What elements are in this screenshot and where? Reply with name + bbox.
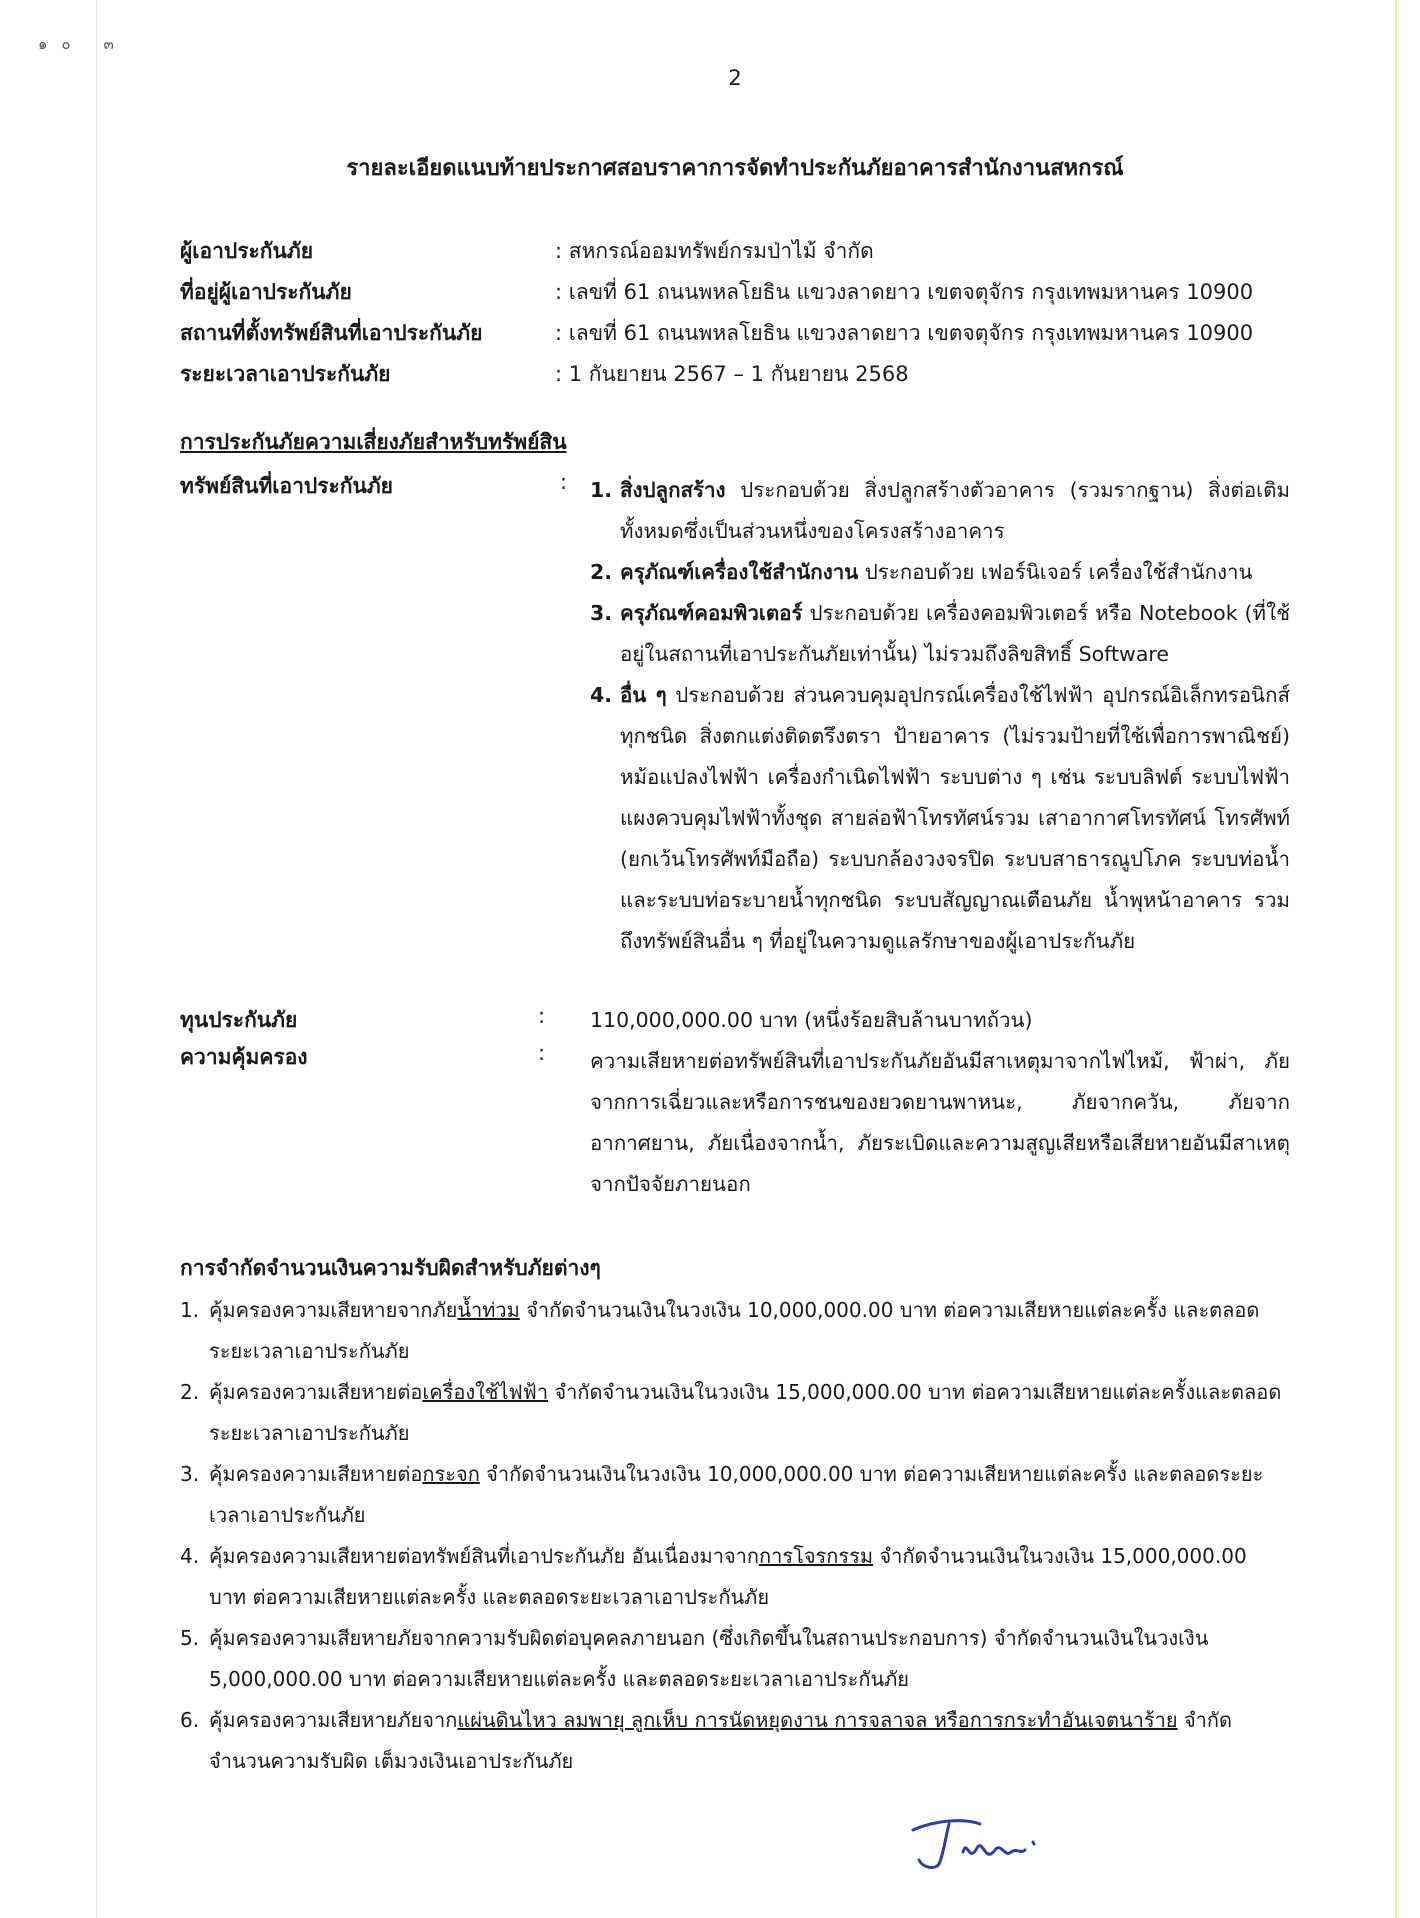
asset-title: ครุภัณฑ์คอมพิวเตอร์: [620, 601, 803, 625]
coverage-text: ความเสียหายต่อทรัพย์สินที่เอาประกันภัยอันมีสาเหตุมาจากไฟไหม้, ฟ้าผ่า, ภัยจากการเฉี่ยวและหรือการชนของยวดยานพาหนะ, ภัยจากควัน, ภัยจากอากาศยาน, ภัยเนื่องจากน้ำ, ภัยระเบิดและความสูญเสียหรือเสียหายอันมีสาเหตุจากปัจจัยภายนอก: [590, 1049, 1290, 1196]
asset-item: [590, 675, 1290, 962]
asset-item: [590, 470, 1290, 552]
assets-colon: :: [560, 470, 568, 494]
asset-number: 4.: [590, 683, 613, 707]
limit-text-tail: จำกัดจำนวนเงินในวงเงิน 10,000,000.00 บาท ต่อความเสียหายแต่ละครั้ง และตลอดระยะเวลาเอาประกันภัย: [209, 1462, 1264, 1527]
limit-text: คุ้มครองความเสียหายต่อทรัพย์สินที่เอาประกันภัย อันเนื่องมาจาก: [209, 1544, 760, 1568]
info-value: : 1 กันยายน 2567 – 1 กันยายน 2568: [555, 362, 909, 386]
info-value: : สหกรณ์ออมทรัพย์กรมป่าไม้ จำกัด: [555, 239, 874, 263]
asset-number: 2.: [590, 560, 613, 584]
info-label: ระยะเวลาเอาประกันภัย: [180, 362, 391, 386]
corner-marks: ๑๐ ๓: [38, 35, 128, 53]
limit-item: [180, 1618, 1290, 1700]
limit-text: คุ้มครองความเสียหายภัยจาก: [209, 1708, 458, 1732]
section-heading: การประกันภัยความเสี่ยงภัยสำหรับทรัพย์สิน: [180, 430, 567, 454]
limit-peril: น้ำท่วม: [457, 1298, 520, 1322]
limit-number: 3.: [180, 1462, 200, 1486]
limits-list: [180, 1290, 1290, 1782]
info-label: ที่อยู่ผู้เอาประกันภัย: [180, 280, 352, 304]
limit-item: [180, 1536, 1290, 1618]
limit-text-tail: จำกัดจำนวนเงินในวงเงิน 15,000,000.00 บาท ต่อความเสียหายแต่ละครั้ง และตลอดระยะเวลาเอาประกันภัย: [209, 1544, 1247, 1609]
sum-insured-colon: :: [538, 1004, 546, 1028]
asset-text: ประกอบด้วย สิ่งปลูกสร้างตัวอาคาร (รวมรากฐาน) สิ่งต่อเติมทั้งหมดซึ่งเป็นส่วนหนึ่งของโครงสร้างอาคาร: [620, 478, 1290, 543]
sum-insured-label: ทุนประกันภัย: [180, 1008, 298, 1032]
limit-peril: การโจรกรรม: [759, 1544, 874, 1568]
asset-text: ประกอบด้วย เฟอร์นิเจอร์ เครื่องใช้สำนักงาน: [858, 560, 1253, 584]
limit-text: คุ้มครองความเสียหายภัยจากความรับผิดต่อบุคคลภายนอก (ซึ่งเกิดขึ้นในสถานประกอบการ) จำกัดจำนวนเงินในวงเงิน 5,000,000.00 บาท ต่อความเสียหายแต่ละครั้ง และตลอดระยะเวลาเอาประกันภัย: [209, 1626, 1209, 1691]
asset-title: ครุภัณฑ์เครื่องใช้สำนักงาน: [620, 560, 859, 584]
limit-text-tail: จำกัดจำนวนเงินในวงเงิน 15,000,000.00 บาท ต่อความเสียหายแต่ละครั้งและตลอดระยะเวลาเอาประกันภัย: [209, 1380, 1282, 1445]
asset-text: ประกอบด้วย ส่วนควบคุมอุปกรณ์เครื่องใช้ไฟฟ้า อุปกรณ์อิเล็กทรอนิกส์ทุกชนิด สิ่งตกแต่งติดตรึงตรา ป้ายอาคาร (ไม่รวมป้ายที่ใช้เพื่อการพาณิชย์) หม้อแปลงไฟฟ้า เครื่องกำเนิดไฟฟ้า ระบบต่าง ๆ เช่น ระบบลิฟต์ ระบบไฟฟ้า แผงควบคุมไฟฟ้าทั้งชุด สายล่อฟ้าโทรทัศน์รวม เสาอากาศโทรทัศน์ โทรศัพท์ (ยกเว้นโทรศัพท์มือถือ) ระบบกล้องวงจรปิด ระบบสาธารณูปโภค ระบบท่อน้ำ และระบบท่อระบายน้ำทุกชนิด ระบบสัญญาณเตือนภัย น้ำพุหน้าอาคาร รวมถึงทรัพย์สินอื่น ๆ ที่อยู่ในความดูแลรักษาของผู้เอาประกันภัย: [620, 683, 1290, 953]
asset-number: 1.: [590, 478, 613, 502]
info-label: สถานที่ตั้งทรัพย์สินที่เอาประกันภัย: [180, 321, 483, 345]
asset-title: อื่น ๆ: [620, 683, 667, 707]
limit-text: คุ้มครองความเสียหายต่อ: [209, 1380, 423, 1404]
scan-edge-left: [96, 0, 97, 1918]
info-label: ผู้เอาประกันภัย: [180, 239, 313, 263]
asset-item: [590, 593, 1290, 675]
coverage-label: ความคุ้มครอง: [180, 1045, 308, 1069]
asset-list: [590, 470, 1290, 962]
limit-number: 1.: [180, 1298, 200, 1322]
limit-peril: กระจก: [422, 1462, 480, 1486]
limit-number: 2.: [180, 1380, 200, 1404]
limits-heading: การจำกัดจำนวนเงินความรับผิดสำหรับภัยต่างๆ: [180, 1256, 601, 1280]
limit-peril: แผ่นดินไหว ลมพายุ ลูกเห็บ การนัดหยุดงาน การจลาจล หรือการกระทำอันเจตนาร้าย: [457, 1708, 1178, 1732]
assets-label: ทรัพย์สินที่เอาประกันภัย: [180, 474, 393, 498]
document-title: รายละเอียดแนบท้ายประกาศสอบราคาการจัดทำประกันภัยอาคารสำนักงานสหกรณ์: [346, 156, 1124, 181]
limit-item: [180, 1372, 1290, 1454]
handwritten-signature: [905, 1808, 1055, 1878]
limit-text-tail: จำกัดจำนวนความรับผิด เต็มวงเงินเอาประกันภัย: [209, 1708, 1233, 1773]
asset-title: สิ่งปลูกสร้าง: [620, 478, 726, 502]
asset-item: [590, 552, 1290, 593]
limit-text-tail: จำกัดจำนวนเงินในวงเงิน 10,000,000.00 บาท ต่อความเสียหายแต่ละครั้ง และตลอดระยะเวลาเอาประกันภัย: [209, 1298, 1260, 1363]
limit-number: 6.: [180, 1708, 200, 1732]
limit-item: [180, 1700, 1290, 1782]
asset-number: 3.: [590, 601, 613, 625]
scan-edge-right: [1395, 0, 1397, 1918]
info-value: : เลขที่ 61 ถนนพหลโยธิน แขวงลาดยาว เขตจตุจักร กรุงเทพมหานคร 10900: [555, 321, 1254, 345]
coverage-colon: :: [538, 1041, 546, 1065]
limit-item: [180, 1454, 1290, 1536]
limit-number: 4.: [180, 1544, 200, 1568]
limit-text: คุ้มครองความเสียหายจากภัย: [209, 1298, 458, 1322]
asset-text: ประกอบด้วย เครื่องคอมพิวเตอร์ หรือ Notebook (ที่ใช้อยู่ในสถานที่เอาประกันภัยเท่านั้น) ไม่รวมถึงลิขสิทธิ์ Software: [620, 601, 1290, 666]
sum-insured-value: 110,000,000.00 บาท (หนึ่งร้อยสิบล้านบาทถ้วน): [590, 1008, 1033, 1032]
info-value: : เลขที่ 61 ถนนพหลโยธิน แขวงลาดยาว เขตจตุจักร กรุงเทพมหานคร 10900: [555, 280, 1254, 304]
limit-number: 5.: [180, 1626, 200, 1650]
limit-peril: เครื่องใช้ไฟฟ้า: [422, 1380, 549, 1404]
limit-text: คุ้มครองความเสียหายต่อ: [209, 1462, 423, 1486]
limit-item: [180, 1290, 1290, 1372]
page-number: 2: [728, 66, 742, 90]
